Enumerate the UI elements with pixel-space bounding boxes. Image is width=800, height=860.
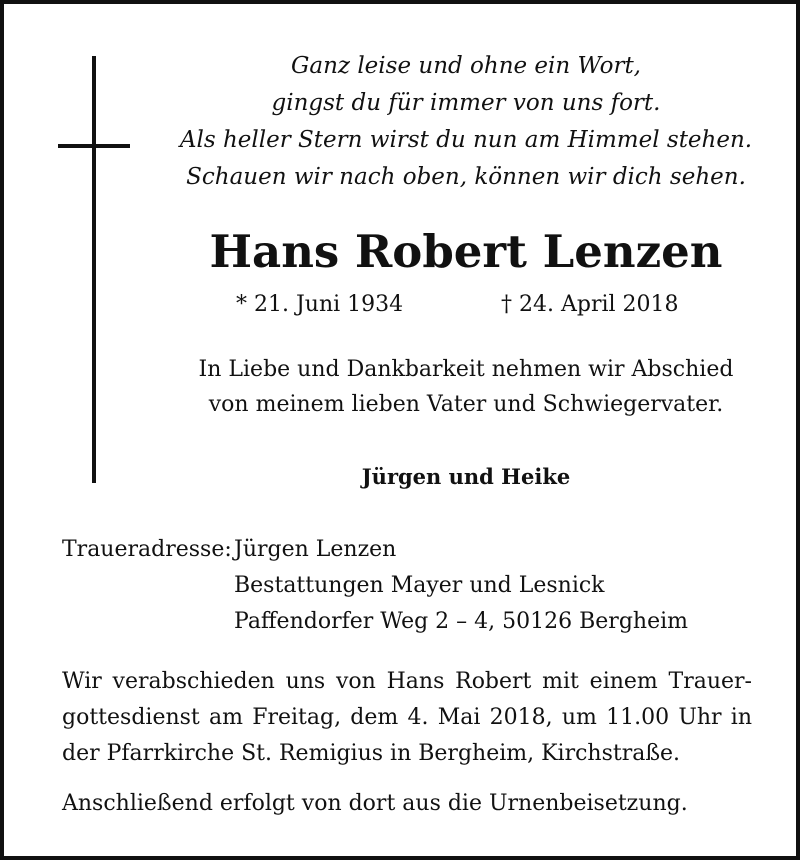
cross-horizontal-bar: [58, 144, 130, 148]
address-line: Paffendorfer Weg 2 – 4, 50126 Bergheim: [234, 609, 688, 634]
service-line: Wir verabschieden uns von Hans Robert mit einem Trauer-: [62, 669, 752, 694]
address-line: Jürgen Lenzen: [234, 537, 397, 562]
address-label: Traueradresse:: [62, 537, 232, 562]
memorial-poem: [160, 48, 772, 196]
funeral-service-text: [62, 664, 752, 772]
life-dates: [4, 288, 800, 322]
deceased-name: Hans Robert Lenzen: [209, 225, 723, 278]
birth-date: * 21. Juni 1934: [236, 292, 404, 317]
service-line: der Pfarrkirche St. Remigius in Bergheim, Kirchstraße.: [62, 741, 681, 766]
poem-line: gingst du für immer von uns fort.: [271, 90, 661, 116]
address-lines: [234, 532, 688, 640]
farewell-text: [160, 352, 772, 422]
urn-burial-text: Anschließend erfolgt von dort aus die Urnenbeisetzung.: [62, 791, 688, 816]
cross-vertical-bar: [92, 56, 96, 483]
farewell-line: von meinem lieben Vater und Schwiegervater.: [208, 392, 724, 417]
farewell-line: In Liebe und Dankbarkeit nehmen wir Abschied: [198, 357, 734, 382]
poem-line: Als heller Stern wirst du nun am Himmel stehen.: [179, 127, 753, 153]
service-line: gottesdienst am Freitag, dem 4. Mai 2018, um 11.00 Uhr in: [62, 705, 752, 730]
poem-line: Ganz leise und ohne ein Wort,: [291, 53, 641, 79]
death-date: † 24. April 2018: [501, 292, 679, 317]
mourners-names: Jürgen und Heike: [361, 464, 571, 489]
poem-line: Schauen wir nach oben, können wir dich sehen.: [186, 164, 746, 190]
address-line: Bestattungen Mayer und Lesnick: [234, 573, 605, 598]
